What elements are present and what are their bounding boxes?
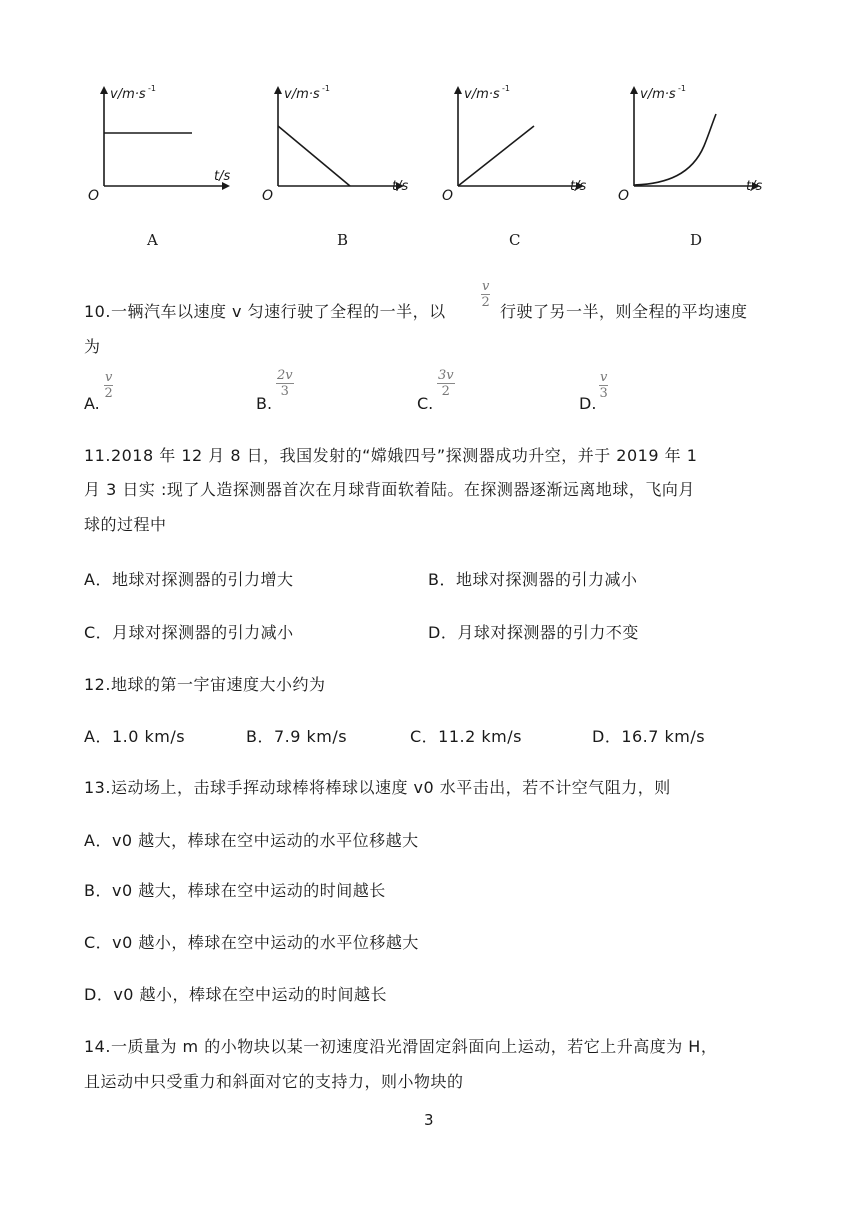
fraction-denominator: 3 — [280, 384, 289, 399]
q13-option-d: D．v0 越小，棒球在空中运动的时间越长 — [84, 985, 388, 1004]
q10-option-d-label: D. — [579, 394, 597, 413]
q12-option-b: B．7.9 km/s — [246, 727, 348, 746]
q13-option-a: A．v0 越大，棒球在空中运动的水平位移越大 — [84, 831, 419, 850]
q11-option-c: C．月球对探测器的引力减小 — [84, 623, 294, 642]
fraction-denominator: 2 — [104, 386, 113, 401]
y-arrow-icon — [274, 86, 282, 94]
q10-line1a: 10.一辆汽车以速度 v 匀速行驶了全程的一半，以 — [84, 302, 446, 321]
q10-option-c-fraction — [437, 369, 455, 398]
q12-option-d: D．16.7 km/s — [592, 727, 706, 746]
q10-fraction — [481, 280, 490, 309]
q12-option-c: C．11.2 km/s — [410, 727, 522, 746]
y-axis-label: v/m·s — [640, 87, 676, 102]
origin-label: O — [442, 188, 454, 204]
graph-caption-d: D — [690, 231, 703, 249]
fraction-denominator: 2 — [441, 384, 450, 399]
y-axis-label: v/m·s — [284, 87, 320, 102]
q11-line1: 11.2018 年 12 月 8 日，我国发射的“嫦娥四号”探测器成功升空，并于 2019 年 1 — [84, 446, 698, 465]
q13-line1: 13.运动场上，击球手挥动球棒将棒球以速度 v0 水平击出，若不计空气阻力，则 — [84, 778, 671, 797]
q11-line2: 月 3 日实 :现了人造探测器首次在月球背面软着陆。在探测器逐渐远离地球，飞向月 — [84, 480, 695, 499]
graph-d-svg — [612, 84, 762, 204]
q11-option-d: D．月球对探测器的引力不变 — [428, 623, 639, 642]
x-axis-label: t/s — [392, 179, 409, 194]
q12-option-a: A．1.0 km/s — [84, 727, 186, 746]
graph-b-curve — [278, 126, 350, 186]
fraction-numerator: 3v — [438, 368, 454, 383]
x-axis-label: t/s — [214, 169, 231, 184]
graph-a — [82, 84, 232, 208]
page-number: 3 — [424, 1111, 434, 1129]
fraction-numerator: v — [105, 370, 113, 385]
graph-d-curve — [634, 114, 716, 185]
y-arrow-icon — [100, 86, 108, 94]
x-axis-label: t/s — [570, 179, 587, 194]
graph-d — [612, 84, 762, 208]
q10-line1b: 行驶了另一半，则全程的平均速度 — [500, 302, 748, 321]
fraction-numerator: 2v — [277, 368, 293, 383]
x-axis-label: t/s — [746, 179, 763, 194]
origin-label: O — [262, 188, 274, 204]
graph-caption-c: C — [509, 231, 521, 249]
y-arrow-icon — [630, 86, 638, 94]
y-arrow-icon — [454, 86, 462, 94]
q10-option-a-label: A. — [84, 394, 100, 413]
y-axis-exponent: -1 — [148, 84, 156, 93]
graph-c — [436, 84, 586, 208]
graph-b-svg — [256, 84, 409, 204]
y-axis-exponent: -1 — [502, 84, 510, 93]
q11-line3: 球的过程中 — [84, 515, 167, 534]
q14-line1: 14.一质量为 m 的小物块以某一初速度沿光滑固定斜面向上运动，若它上升高度为 H， — [84, 1037, 718, 1056]
fraction-denominator: 3 — [599, 386, 608, 401]
y-axis-label: v/m·s — [464, 87, 500, 102]
y-axis-label: v/m·s — [110, 87, 146, 102]
graph-a-svg — [82, 84, 232, 204]
q14-line2: 且运动中只受重力和斜面对它的支持力，则小物块的 — [84, 1072, 464, 1091]
y-axis-exponent: -1 — [322, 84, 330, 93]
q13-option-b: B．v0 越大，棒球在空中运动的时间越长 — [84, 881, 386, 900]
q12-line1: 12.地球的第一宇宙速度大小约为 — [84, 675, 326, 694]
q11-option-b: B．地球对探测器的引力减小 — [428, 570, 638, 589]
q10-option-b-label: B. — [256, 394, 273, 413]
y-axis-exponent: -1 — [678, 84, 686, 93]
origin-label: O — [88, 188, 100, 204]
q13-option-c: C．v0 越小，棒球在空中运动的水平位移越大 — [84, 933, 419, 952]
q10-option-a-fraction — [104, 371, 113, 400]
fraction-numerator: v — [600, 370, 608, 385]
origin-label: O — [618, 188, 630, 204]
fraction-denominator: 2 — [481, 295, 490, 310]
graph-c-svg — [436, 84, 586, 204]
q10-option-d-fraction — [599, 371, 608, 400]
q10-line2: 为 — [84, 337, 101, 356]
fraction-numerator: v — [482, 279, 490, 294]
graph-caption-b: B — [337, 231, 349, 249]
graph-caption-a: A — [147, 231, 158, 249]
q10-option-c-label: C. — [417, 394, 434, 413]
graph-c-curve — [458, 126, 534, 186]
graph-b — [256, 84, 409, 208]
q11-option-a: A．地球对探测器的引力增大 — [84, 570, 294, 589]
q10-option-b-fraction — [276, 369, 294, 398]
